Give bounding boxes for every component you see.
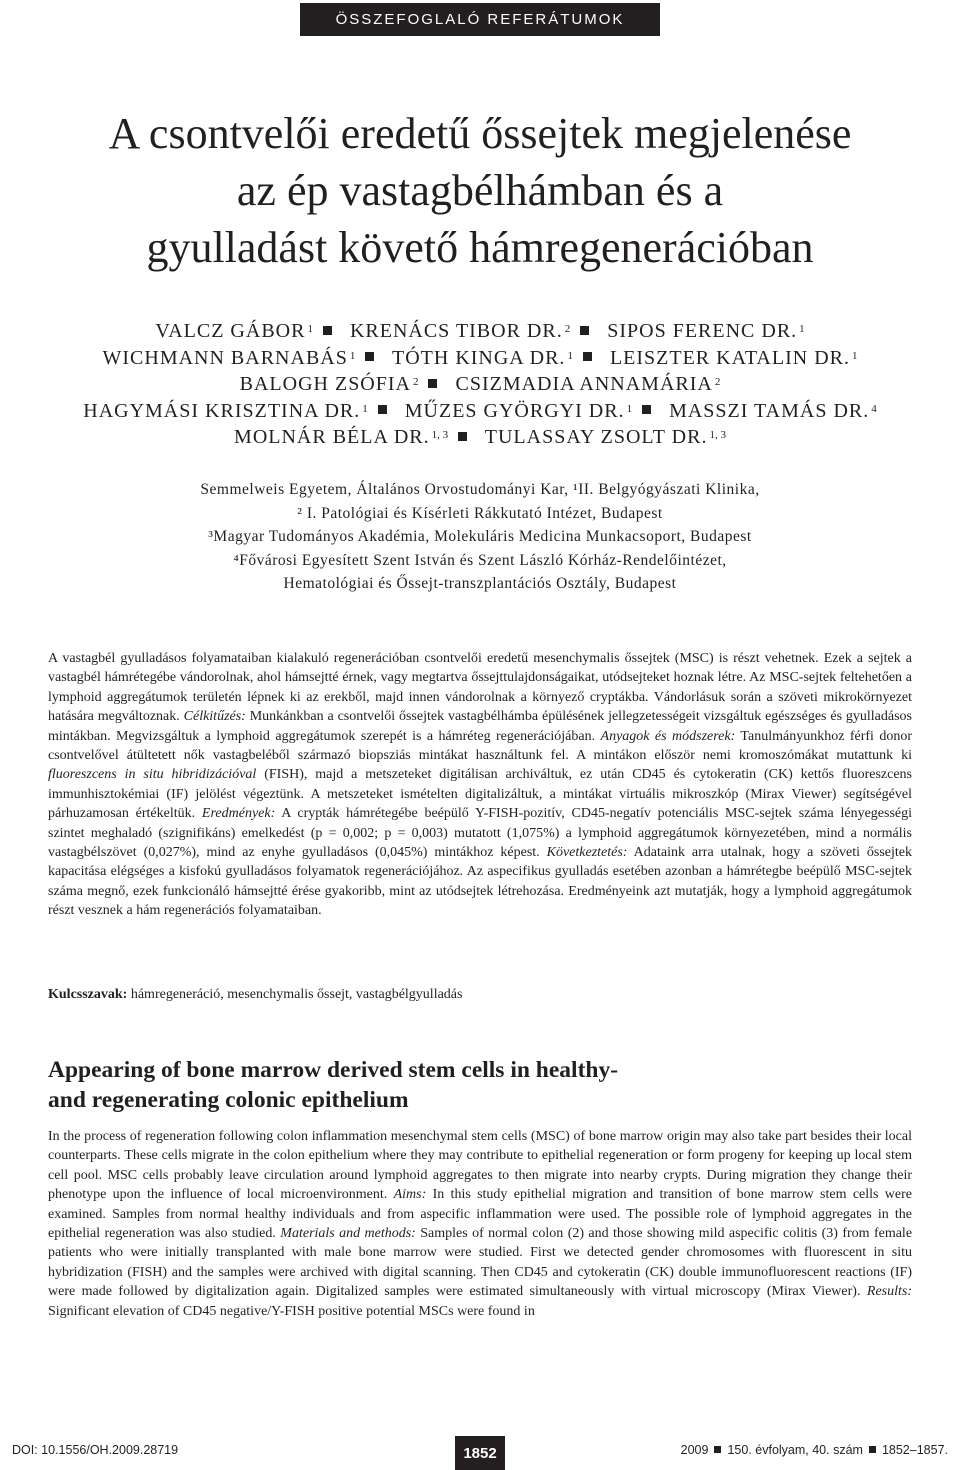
affiliation-line: ³Magyar Tudományos Akadémia, Molekuláris Medicina Munkacsoport, Budapest — [208, 528, 752, 545]
author-name: SIPOS FERENC DR. — [607, 320, 798, 342]
author-affiliation-mark: 1 — [362, 402, 368, 415]
author-name: VALCZ GÁBOR — [155, 320, 306, 342]
title-line: az ép vastagbélhámban és a — [236, 166, 724, 215]
abstract-en-methods: Samples of normal colon (2) and those showing mild aspecific colitis (3) from female patients who were initially transplanted with male bone marrow were studied. First we detected gender chromosomes with fluorescent in situ hybridization (FISH) and the samples were archived with digital scanning. Then CD45 and cytokeratin (CK) double immunofluorescent reactions (IF) were made followed by digitalization again. Digitalized samples were estimated simultaneously with virtual microscopy (Mirax Viewer). — [48, 1226, 913, 1300]
separator-square-icon — [365, 352, 374, 361]
affiliation-line: ² I. Patológiai és Kísérleti Rákkutató Intézet, Budapest — [297, 504, 663, 522]
footer-doi: DOI: 10.1556/OH.2009.28719 — [12, 1443, 179, 1457]
author-line — [20, 424, 940, 451]
author-name: MASSZI TAMÁS DR. — [669, 399, 870, 422]
author-affiliation-mark: 1, 3 — [709, 429, 726, 441]
author-affiliation-mark: 1 — [851, 349, 858, 362]
author-name: CSIZMADIA ANNAMÁRIA — [455, 373, 713, 395]
author-affiliation-mark: 2 — [412, 376, 419, 388]
abstract-fish-term: fluoreszcens in situ hibridizációval — [48, 767, 257, 783]
author-name: HAGYMÁSI KRISZTINA DR. — [83, 399, 361, 422]
author-line — [20, 345, 940, 372]
footer-year: 2009 — [680, 1443, 709, 1457]
keywords-label: Kulcsszavak: — [48, 987, 128, 1002]
author-line — [20, 318, 940, 345]
author-name: TULASSAY ZSOLT DR. — [484, 426, 708, 448]
separator-square-icon — [869, 1446, 876, 1453]
author-affiliation-mark: 1, 3 — [431, 429, 449, 441]
keywords-text: hámregeneráció, mesenchymalis őssejt, vastagbélgyulladás — [130, 987, 463, 1002]
abstract-en-aims: In this study epithelial migration and transition of bone marrow stem cells were examined. Samples from normal healthy individuals and from aspecific inflammation were used. The possible role of lymphoid aggregates in the epithelial regeneration was also studied. — [48, 1187, 913, 1242]
abstract-methods-label: Anyagok és módszerek: — [600, 728, 736, 744]
affiliation-line: ⁴Fővárosi Egyesített Szent István és Szent László Kórház-Rendelőintézet, — [233, 551, 727, 569]
abstract-en-intro: In the process of regeneration following colon inflammation mesenchymal stem cells (MSC) of bone marrow origin may also take part besides their local counterparts. These cells migrate in the colon epithelium where they may contribute to epithelial regeneration or form progeny for keeping up local stem cell pool. MSC cells probably leave circulation around lymphoid aggregates to then migrate into nearby crypts. During migration they change their phenotype upon the influence of local microenvironment. — [48, 1129, 912, 1203]
affiliation-line: Hematológiai és Őssejt-transzplantációs Osztály, Budapest — [283, 575, 677, 592]
author-affiliation-mark: 4 — [871, 402, 877, 415]
author-line — [20, 371, 940, 398]
abstract-intro: A vastagbél gyulladásos folyamataiban kialakuló regenerációban csontvelői eredetű mesenchymalis őssejtek (MSC) is részt vehetnek. Ezek a sejtek a vastagbél hámrétegébe vándorolnak, ahol hámsejtté érnek, vagy megtartva őssejttulajdonságaikat, utódsejteket hoznak létre. Az MSC-sejtek feltehetően a lymphoid aggregátumok területén lépnek ki az erekből, majd innen vándorolnak a környező cryptákba. Vándorlásuk során a szöveti mikrokörnyezet hatására megváltoznak. — [48, 651, 912, 725]
author-name: MOLNÁR BÉLA DR. — [234, 426, 430, 448]
abstract-results: A crypták hámrétegébe beépülő Y-FISH-pozitív, CD45-negatív potenciális MSC-sejtek száma lényegességi szintet meghaladó (szignifikáns) emelkedést (p = 0,002; p = 0,003) mutatott (1,075%) a lymphoid aggregátumok környezetében, mind a normális vastagbélszövet (0,027%), mind az enyhe gyulladásos (0,045%) mintákhoz képest. — [48, 806, 913, 861]
article-title — [20, 105, 940, 276]
author-name: WICHMANN BARNABÁS — [102, 346, 348, 369]
english-title-line: and regenerating colonic epithelium — [48, 1087, 409, 1113]
abstract-aims-label: Célkitűzés: — [183, 709, 246, 725]
keywords — [48, 985, 912, 1004]
author-name: TÓTH KINGA DR. — [392, 346, 566, 369]
abstract-methods-cont: (FISH), majd a metszeteket digitálisan archiváltuk, ez után CD45 és cytokeratin (CK) kettős fluoreszcens immunhisztokémiai (IF) jelölést végeztünk. A metszeteket ismételten digitalizáltuk, a mintákat virtuális mikroszkóp (Mirax Viewer) segítségével párhuzamosan értékeltük. — [48, 767, 912, 822]
footer-pages: 1852–1857. — [881, 1443, 948, 1457]
abstract-conclusion: Adataink arra utalnak, hogy a szöveti őssejtek kapacitása elégséges a kisfokú gyulladásos folyamatok regenerációjához. Az aspecifikus gyulladás esetében azonban a hámrétegbe beépülő MSC-sejtek száma megnő, ezek funkcionáló hámsejtté érése gyakoribb, mint az utódsejtek létrehozása. Eredményeink azt mutatják, hogy a lymphoid aggregátumok részt vesznek a hám regenerációs folyamataiban. — [48, 845, 913, 919]
abstract-en-results-label: Results: — [866, 1284, 913, 1300]
english-title-line: Appearing of bone marrow derived stem cells in healthy- — [48, 1057, 619, 1083]
separator-square-icon — [714, 1446, 721, 1453]
separator-square-icon — [378, 405, 387, 414]
separator-square-icon — [428, 379, 437, 388]
author-affiliation-mark: 2 — [714, 376, 721, 388]
author-name: BALOGH ZSÓFIA — [239, 373, 411, 395]
abstract-aims: Munkánkban a csontvelői őssejtek vastagbélhámba épülésének jellegzetességeit vizsgáltuk egészséges és gyulladásos mintákban. Megvizsgáltuk a lymphoid aggregátumok szerepét is a hámréteg regenerációjában. — [48, 709, 913, 744]
page-number: 1852 — [463, 1444, 497, 1462]
author-affiliation-mark: 1 — [567, 349, 573, 362]
separator-square-icon — [458, 432, 467, 441]
title-line: gyulladást követő hámregenerációban — [146, 223, 814, 272]
affiliations — [20, 478, 940, 596]
separator-square-icon — [580, 326, 589, 335]
abstract-hungarian — [48, 649, 912, 921]
abstract-en-aims-label: Aims: — [393, 1187, 427, 1203]
affiliation-line: Semmelweis Egyetem, Általános Orvostudományi Kar, ¹II. Belgyógyászati Klinika, — [200, 481, 760, 498]
abstract-english — [48, 1127, 912, 1321]
abstract-en-methods-label: Materials and methods: — [280, 1226, 416, 1242]
author-name: MŰZES GYÖRGYI DR. — [404, 399, 625, 422]
author-affiliation-mark: 2 — [564, 323, 571, 335]
author-line — [20, 398, 940, 425]
abstract-results-label: Eredmények: — [201, 806, 276, 822]
abstract-methods: Tanulmányunkhoz férfi donor csontvelővel átültetett nők vastagbeléből származó biopsziás mintákat használtunk fel. A mintákon először nemi kromoszómákat mutattunk ki — [48, 728, 913, 764]
author-list — [20, 318, 940, 451]
section-label: ÖSSZEFOGLALÓ REFERÁTUMOK — [335, 11, 625, 28]
abstract-en-results: Significant elevation of CD45 negative/Y-FISH positive potential MSCs were found in — [48, 1303, 535, 1319]
separator-square-icon — [642, 405, 651, 414]
separator-square-icon — [583, 352, 592, 361]
author-affiliation-mark: 1 — [307, 323, 313, 335]
author-name: LEISZTER KATALIN DR. — [609, 346, 850, 369]
page-number-badge — [455, 1436, 505, 1470]
abstract-conclusion-label: Következtetés: — [546, 845, 628, 861]
author-affiliation-mark: 1 — [349, 349, 356, 362]
author-affiliation-mark: 1 — [799, 323, 805, 335]
separator-square-icon — [323, 326, 332, 335]
english-title — [48, 1055, 808, 1115]
author-name: KRENÁCS TIBOR DR. — [349, 320, 563, 342]
author-affiliation-mark: 1 — [626, 402, 633, 415]
footer-volume: 150. évfolyam, 40. szám — [727, 1443, 863, 1457]
section-banner — [300, 3, 660, 36]
footer-issue — [681, 1443, 948, 1457]
title-line: A csontvelői eredetű őssejtek megjelenése — [108, 109, 852, 158]
